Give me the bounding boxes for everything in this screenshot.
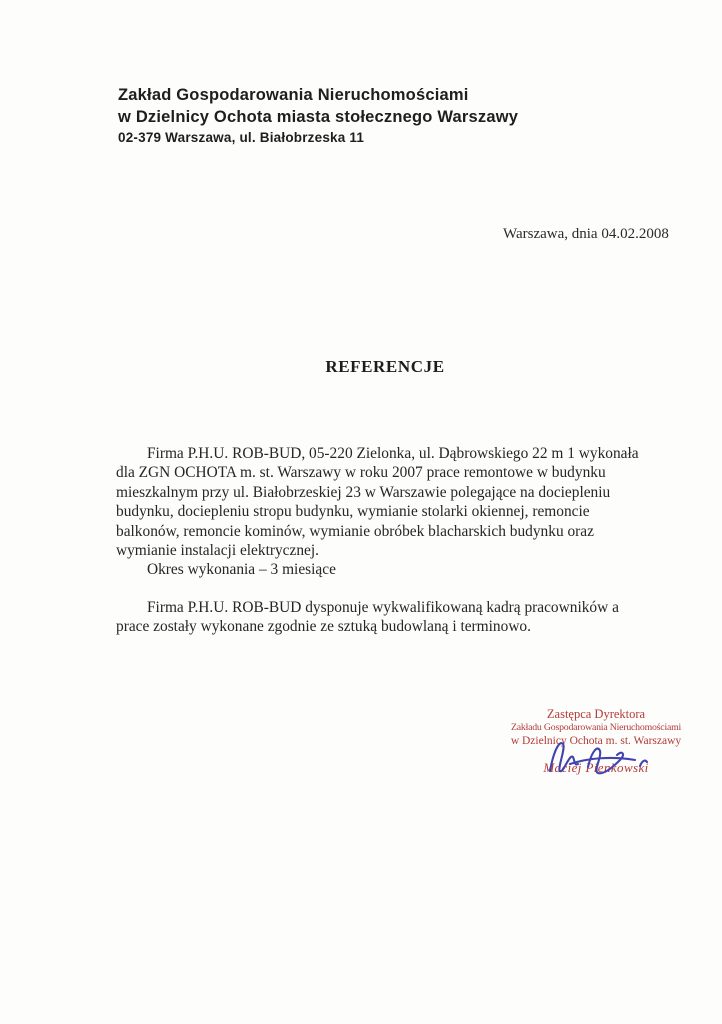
paragraph-1: Firma P.H.U. ROB-BUD, 05-220 Zielonka, ul. Dąbrowskiego 22 m 1 wykonała dla ZGN OCHOTA m. st. Warszawy w roku 2007 prace remontowe w budynku mieszkalnym przy ul. Białobrzeskiej 23 w Warszawie polegające na dociepleniu budynku, dociepleniu stropu budynku, wymianie stolarki okiennej, remoncie balkonów, remoncie kominów, wymianie obróbek blacharskich budynku oraz wymianie instalacji elektrycznej.	[116, 445, 639, 560]
date-line: Warszawa, dnia 04.02.2008	[503, 226, 669, 242]
signer-name: Maciej Pienkowski	[543, 760, 649, 775]
official-stamp	[498, 707, 694, 776]
letterhead-address: 02-379 Warszawa, ul. Białobrzeska 11	[118, 130, 365, 145]
stamp-org: Zakładu Gospodarowania Nieruchomościami	[510, 722, 682, 733]
document-title: REFERENCJE	[325, 357, 445, 376]
body-paragraph-1-block	[116, 444, 656, 580]
duration-line: Okres wykonania – 3 miesiące	[147, 561, 336, 579]
paragraph-2: Firma P.H.U. ROB-BUD dysponuje wykwalifikowaną kadrą pracowników a prace zostały wykonane zgodnie ze sztuką budowlaną i terminowo.	[116, 599, 619, 636]
letterhead-org-name: Zakład Gospodarowania Nieruchomościami	[118, 86, 469, 104]
letterhead	[118, 84, 518, 147]
letterhead-org-district: w Dzielnicy Ochota miasta stołecznego Warszawy	[118, 108, 519, 126]
body-paragraph-2-block	[116, 598, 656, 637]
stamp-role: Zastępca Dyrektora	[546, 707, 646, 721]
stamp-district: w Dzielnicy Ochota m. st. Warszawy	[510, 735, 682, 747]
